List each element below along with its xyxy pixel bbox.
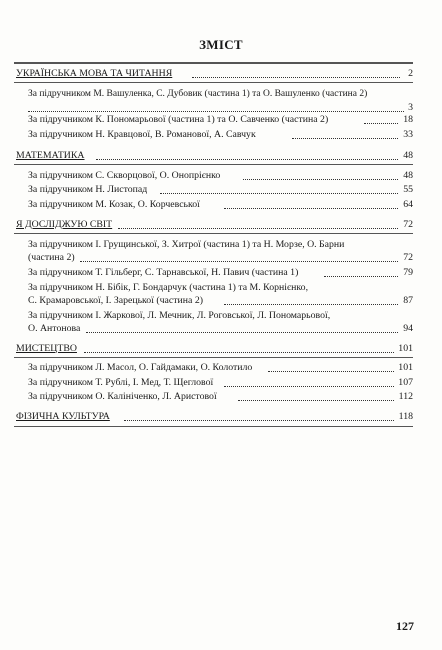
toc-entry-continuation (0, 322, 442, 336)
dot-leader (324, 276, 398, 277)
toc-entry-continuation (0, 251, 442, 265)
toc-entry[interactable] (0, 169, 442, 183)
toc-entry-text: За підручником М. Козак, О. Корчевської (28, 199, 200, 210)
toc-section-pe[interactable] (0, 410, 442, 424)
dot-leader (364, 123, 398, 124)
toc-entry-text: За підручником Н. Кравцової, В. Романової, А. Савчук (28, 129, 256, 140)
toc-entry[interactable] (0, 113, 442, 127)
toc-page-number: 112 (398, 391, 413, 402)
toc-entry[interactable] (0, 281, 442, 295)
toc-entry-text: (частина 2) (28, 252, 75, 263)
toc-entry[interactable] (0, 376, 442, 390)
toc-entry-text: С. Крамаровської, І. Зарецької (частина 2) (28, 295, 203, 306)
toc-page-number: 2 (408, 68, 413, 79)
top-rule (14, 62, 413, 64)
toc-page-number: 48 (403, 170, 413, 181)
toc-entry[interactable] (0, 266, 442, 280)
toc-entry[interactable] (0, 128, 442, 142)
toc-section-title: Я ДОСЛІДЖУЮ СВІТ (16, 219, 113, 230)
toc-section-world[interactable] (0, 218, 442, 232)
section-underline (14, 82, 413, 83)
toc-entry-text: За підручником Н. Листопад (28, 184, 148, 195)
dot-leader (80, 261, 398, 262)
toc-page-number: 107 (398, 377, 413, 388)
dot-leader (28, 111, 404, 112)
dot-leader (192, 77, 400, 78)
toc-page-number: 94 (403, 323, 413, 334)
section-underline (14, 164, 413, 165)
toc-page-number: 64 (403, 199, 413, 210)
toc-entry-text: За підручником І. Жаркової, Л. Мечник, Л. Роговської, Л. Пономарьової, (28, 310, 331, 321)
toc-entry-text: За підручником Т. Гільберг, С. Тарнавської, Н. Павич (частина 1) (28, 267, 299, 278)
toc-entry-text: За підручником І. Грущинської, З. Хитрої (частина 1) та Н. Морзе, О. Барни (28, 239, 345, 250)
toc-section-ukrainian[interactable] (0, 67, 442, 81)
page-title: ЗМІСТ (199, 37, 243, 52)
section-underline (14, 357, 413, 358)
toc-entry[interactable] (0, 87, 442, 101)
toc-section-math[interactable] (0, 149, 442, 163)
toc-entry-text: За підручником М. Вашуленка, С. Дубовик (частина 1) та О. Вашуленко (частина 2) (28, 89, 368, 99)
dot-leader (243, 179, 398, 180)
toc-section-title: МАТЕМАТИКА (16, 150, 85, 161)
toc-entry-text: За підручником О. Калініченко, Л. Аристової (28, 391, 217, 402)
toc-entry-text: За підручником С. Скворцової, О. Онопрієнко (28, 170, 221, 181)
page-number: 127 (396, 619, 414, 633)
toc-entry[interactable] (0, 309, 442, 323)
toc-entry-text: За підручником Л. Масол, О. Гайдамаки, О. Колотило (28, 362, 253, 373)
toc-entry[interactable] (0, 198, 442, 212)
toc-page-number: 18 (403, 114, 413, 125)
toc-entry[interactable] (0, 183, 442, 197)
toc-page-number: 87 (403, 295, 413, 306)
toc-entry-text: За підручником Н. Бібік, Г. Бондарчук (частина 1) та М. Корнієнко, (28, 282, 309, 293)
dot-leader (96, 159, 398, 160)
toc-entry[interactable] (0, 390, 442, 404)
toc-page-number: 72 (403, 252, 413, 263)
toc-entry-text: За підручником К. Пономарьової (частина 1) та О. Савченко (частина 2) (28, 114, 329, 125)
toc-entry-text: О. Антонова (28, 323, 81, 334)
toc-section-title: УКРАЇНСЬКА МОВА ТА ЧИТАННЯ (16, 68, 173, 79)
dot-leader (84, 352, 394, 353)
dot-leader (118, 228, 398, 229)
dot-leader (238, 400, 394, 401)
dot-leader (86, 332, 398, 333)
toc-entry[interactable] (0, 238, 442, 252)
bottom-rule (14, 426, 413, 427)
toc-section-art[interactable] (0, 342, 442, 356)
toc-page-number: 101 (398, 343, 413, 354)
toc-page-number: 55 (403, 184, 413, 195)
toc-entry-text: За підручником Т. Рублі, І. Мед, Т. Щеглової (28, 377, 214, 388)
toc-page-number: 72 (403, 219, 413, 230)
toc-section-title: МИСТЕЦТВО (16, 343, 77, 354)
toc-page-number: 3 (408, 102, 413, 113)
dot-leader (292, 138, 398, 139)
toc-entry[interactable] (0, 361, 442, 375)
toc-page-number: 48 (403, 150, 413, 161)
dot-leader (224, 386, 394, 387)
toc-page-number: 33 (403, 129, 413, 140)
toc-page-number: 101 (398, 362, 413, 373)
dot-leader (124, 420, 394, 421)
toc-section-title: ФІЗИЧНА КУЛЬТУРА (16, 411, 110, 422)
toc-page-number: 118 (398, 411, 413, 422)
dot-leader (224, 208, 398, 209)
dot-leader (160, 193, 398, 194)
section-underline (14, 233, 413, 234)
toc-page-number: 79 (403, 267, 413, 278)
dot-leader (268, 371, 394, 372)
dot-leader (224, 304, 398, 305)
toc-entry-continuation (0, 294, 442, 308)
